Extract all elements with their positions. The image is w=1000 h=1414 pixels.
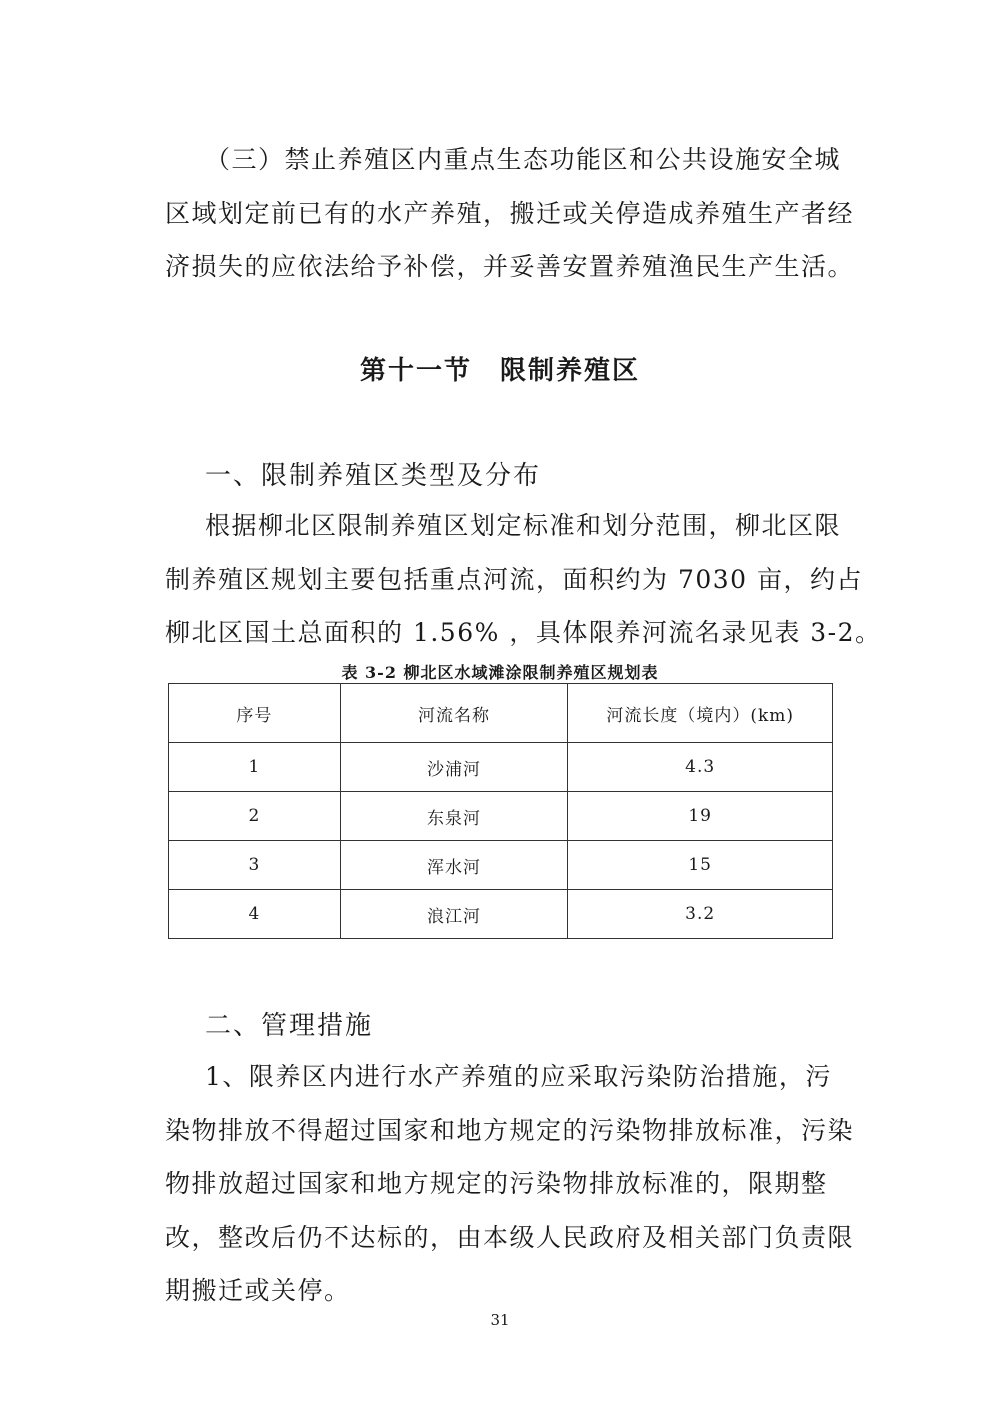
- table-caption: 表 3-2 柳北区水域滩涂限制养殖区规划表: [341, 663, 659, 682]
- paragraph-intro: [165, 133, 865, 294]
- paragraph-measures: [165, 1050, 865, 1318]
- cell-river-name: 沙浦河: [340, 743, 568, 792]
- paragraph-line: 1、限养区内进行水产养殖的应采取污染防治措施，污: [205, 1062, 832, 1091]
- paragraph-line: 染物排放不得超过国家和地方规定的污染物排放标准，污染: [165, 1115, 855, 1145]
- paragraph-line: 柳北区国土总面积的 1.56% ，具体限养河流名录见表 3-2。: [165, 618, 882, 647]
- column-header-index: 序号: [169, 684, 341, 743]
- section-title: 第十一节 限制养殖区: [359, 356, 640, 386]
- cell-river-name: 浑水河: [340, 841, 568, 890]
- paragraph-line: 物排放超过国家和地方规定的污染物排放标准的，限期整: [165, 1169, 828, 1198]
- cell-index: 4: [169, 890, 341, 939]
- paragraph-line: （三）禁止养殖区内重点生态功能区和公共设施安全城: [205, 145, 842, 174]
- table-row: [169, 792, 833, 841]
- cell-river-name: 浪江河: [340, 890, 568, 939]
- cell-river-length: 4.3: [568, 743, 833, 792]
- paragraph-line: 改，整改后仍不达标的，由本级人民政府及相关部门负责限: [165, 1222, 855, 1252]
- heading-measures: 二、管理措施: [205, 1011, 374, 1041]
- page-number: 31: [490, 1311, 510, 1329]
- table-row: [169, 841, 833, 890]
- heading-distribution: 一、限制养殖区类型及分布: [205, 461, 542, 491]
- cell-river-name: 东泉河: [340, 792, 568, 841]
- table-row: [169, 890, 833, 939]
- cell-river-length: 15: [568, 841, 833, 890]
- paragraph-line: 济损失的应依法给予补偿，并妥善安置养殖渔民生产生活。: [165, 252, 855, 281]
- cell-river-length: 19: [568, 792, 833, 841]
- table-header-row: [169, 684, 833, 743]
- paragraph-line: 根据柳北区限制养殖区划定标准和划分范围，柳北区限: [205, 511, 842, 540]
- cell-index: 1: [169, 743, 341, 792]
- cell-river-length: 3.2: [568, 890, 833, 939]
- river-table: [168, 683, 833, 939]
- column-header-river-name: 河流名称: [340, 684, 568, 743]
- paragraph-line: 制养殖区规划主要包括重点河流，面积约为 7030 亩，约占: [165, 564, 864, 594]
- cell-index: 3: [169, 841, 341, 890]
- column-header-river-length: 河流长度（境内）(km): [568, 684, 833, 743]
- paragraph-line: 期搬迁或关停。: [165, 1276, 351, 1305]
- cell-index: 2: [169, 792, 341, 841]
- paragraph-line: 区域划定前已有的水产养殖，搬迁或关停造成养殖生产者经: [165, 198, 855, 228]
- table-row: [169, 743, 833, 792]
- paragraph-distribution: [165, 499, 882, 660]
